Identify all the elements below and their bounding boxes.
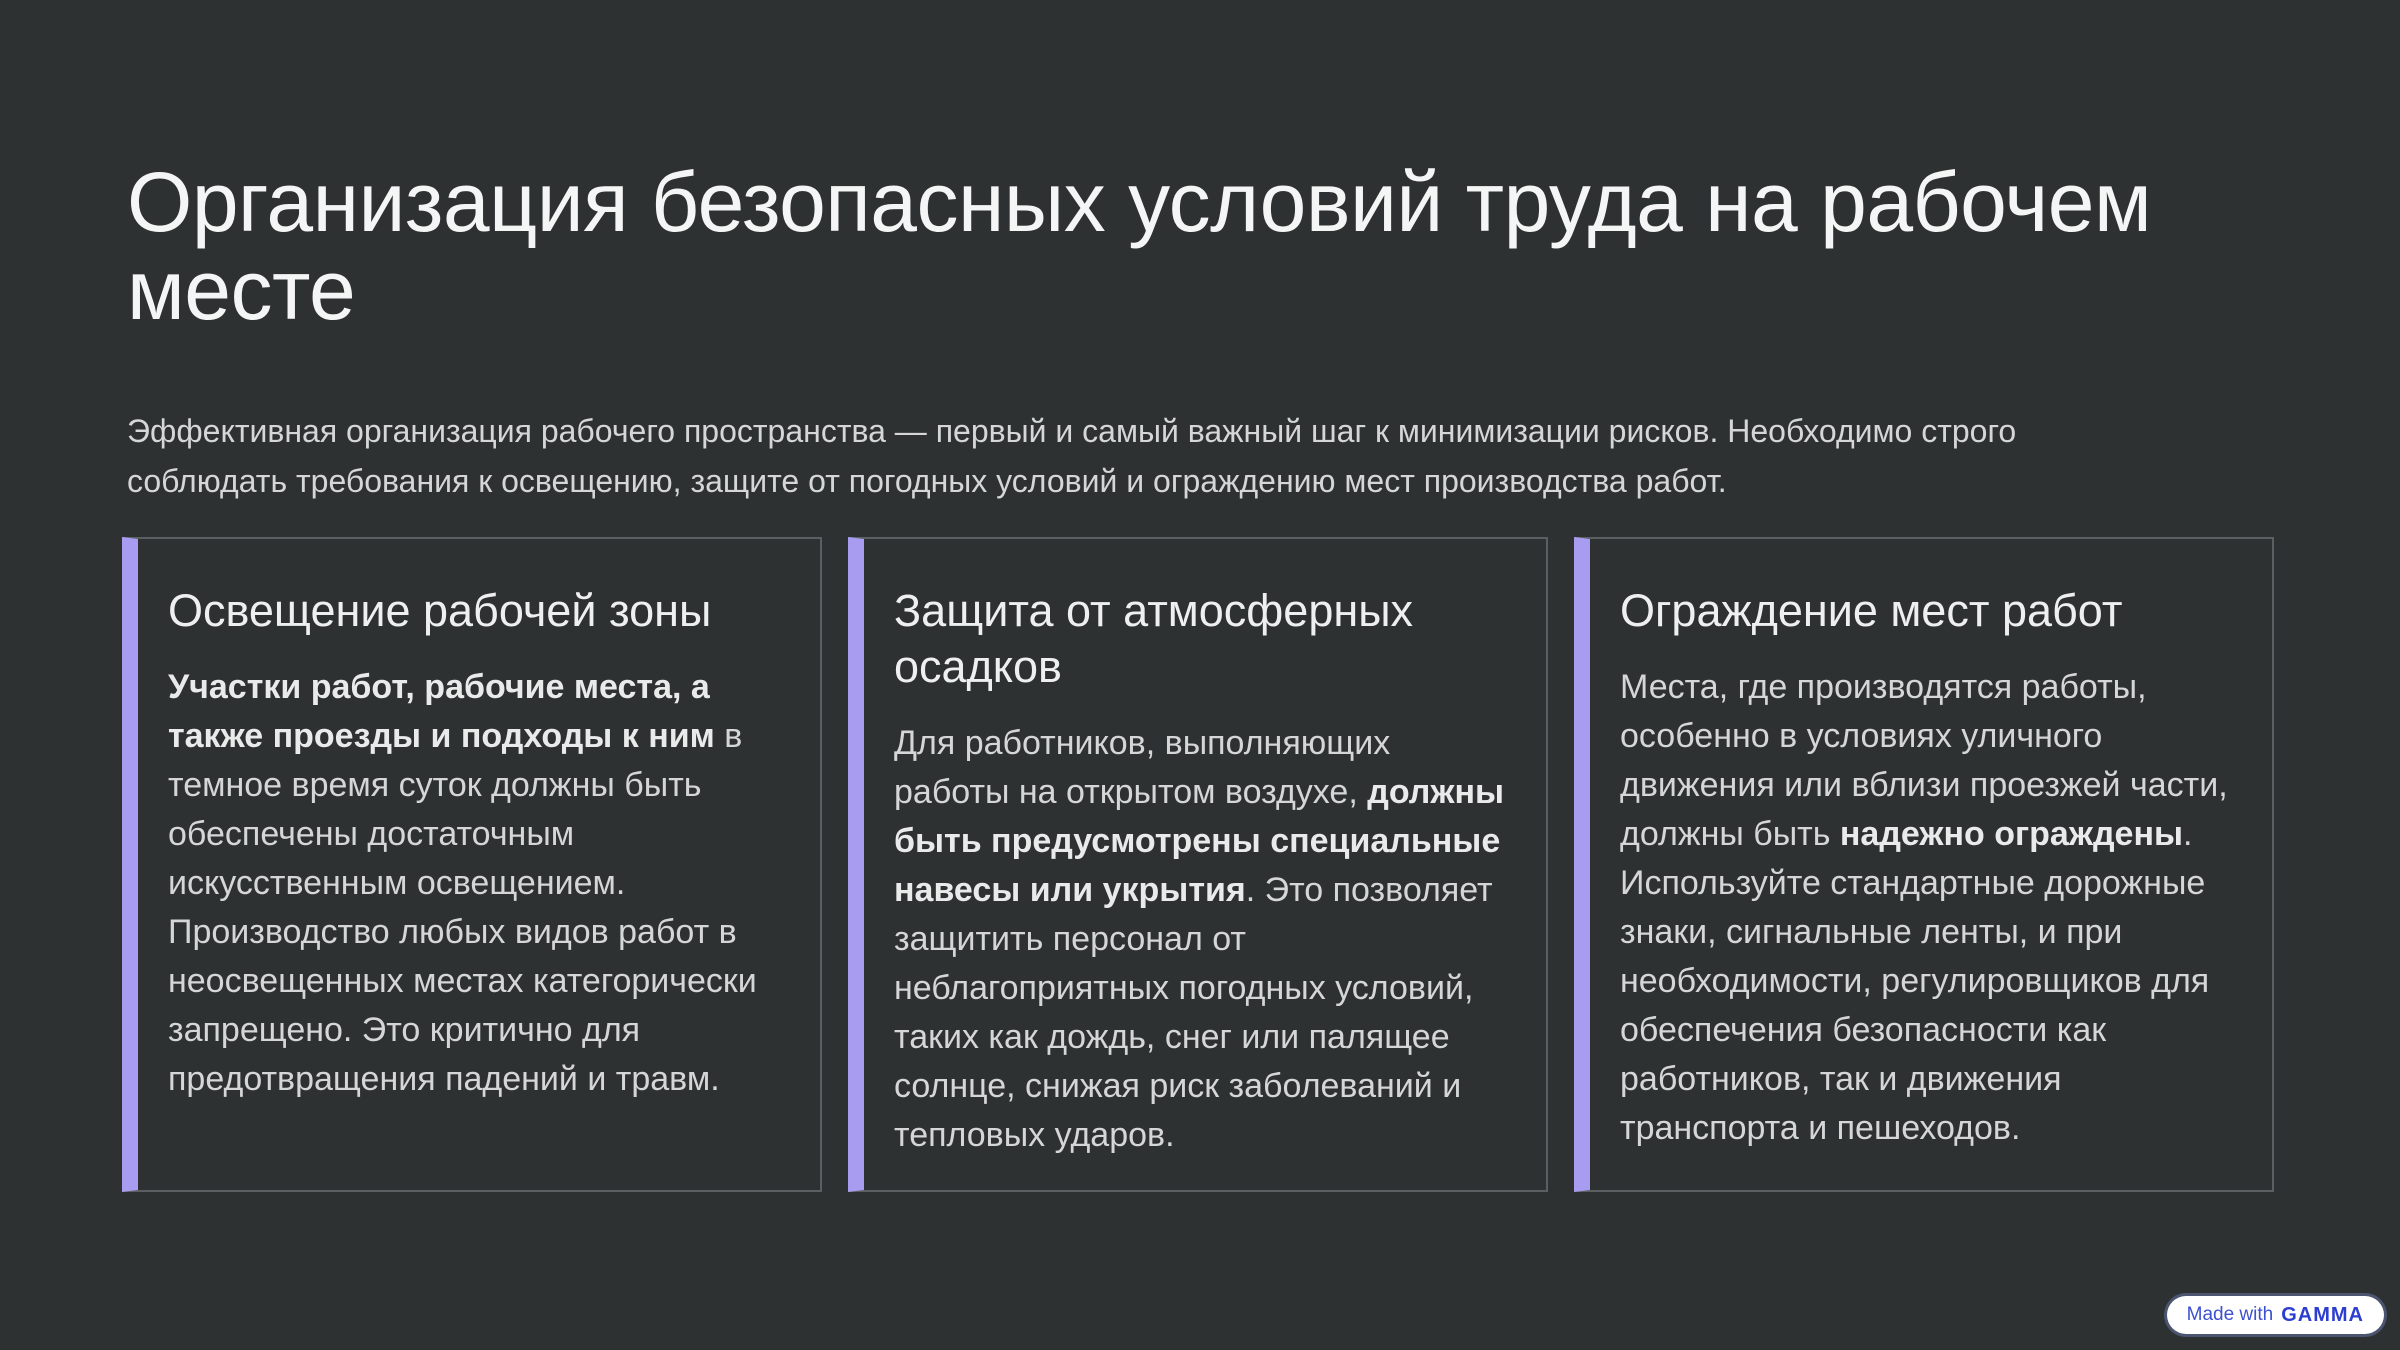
page-title-line: Организация безопасных условий труда на рабочем (127, 155, 2152, 249)
card-fencing (1574, 537, 2274, 1192)
card-title: Освещение рабочей зоны (168, 585, 712, 636)
cards-row (122, 537, 2274, 1192)
card-lighting (122, 537, 822, 1192)
intro-paragraph (127, 406, 2274, 506)
card-title: Защита от атмосферных осадков (894, 585, 1414, 692)
card-body: Участки работ, рабочие места, а также проезды и подходы к ним в темное время суток должны быть обеспечены достаточным искусственным освещением. Производство любых видов работ в неосвещенных местах категорически запрещено. Это критично для предотвращения падений и травм. (168, 668, 757, 1098)
card-body: Места, где производятся работы, особенно в условиях уличного движения или вблизи проезжей части, должны быть надежно ограждены. Используйте стандартные дорожные знаки, сигнальные ленты, и при необходимости, регулировщиков для обеспечения безопасности как работников, так и движения транспорта и пешеходов. (1620, 668, 2228, 1147)
card-weather-protection (848, 537, 1548, 1192)
badge-prefix-label: Made with (2186, 1304, 2274, 1325)
card-title: Ограждение мест работ (1620, 585, 2123, 636)
page-title (127, 155, 2274, 337)
gamma-logo: GAMMA (2281, 1303, 2364, 1326)
page-title-line: месте (127, 243, 356, 337)
intro-line: Эффективная организация рабочего пространства — первый и самый важный шаг к минимизации рисков. Необходимо строго (127, 413, 2017, 449)
made-with-gamma-badge[interactable] (2167, 1296, 2384, 1334)
intro-line: соблюдать требования к освещению, защите от погодных условий и ограждению мест производства работ. (127, 463, 1727, 499)
card-body: Для работников, выполняющих работы на открытом воздухе, должны быть предусмотрены специальные навесы или укрытия. Это позволяет защитить персонал от неблагоприятных погодных условий, таких как дождь, снег или палящее солнце, снижая риск заболеваний и тепловых ударов. (894, 724, 1505, 1154)
